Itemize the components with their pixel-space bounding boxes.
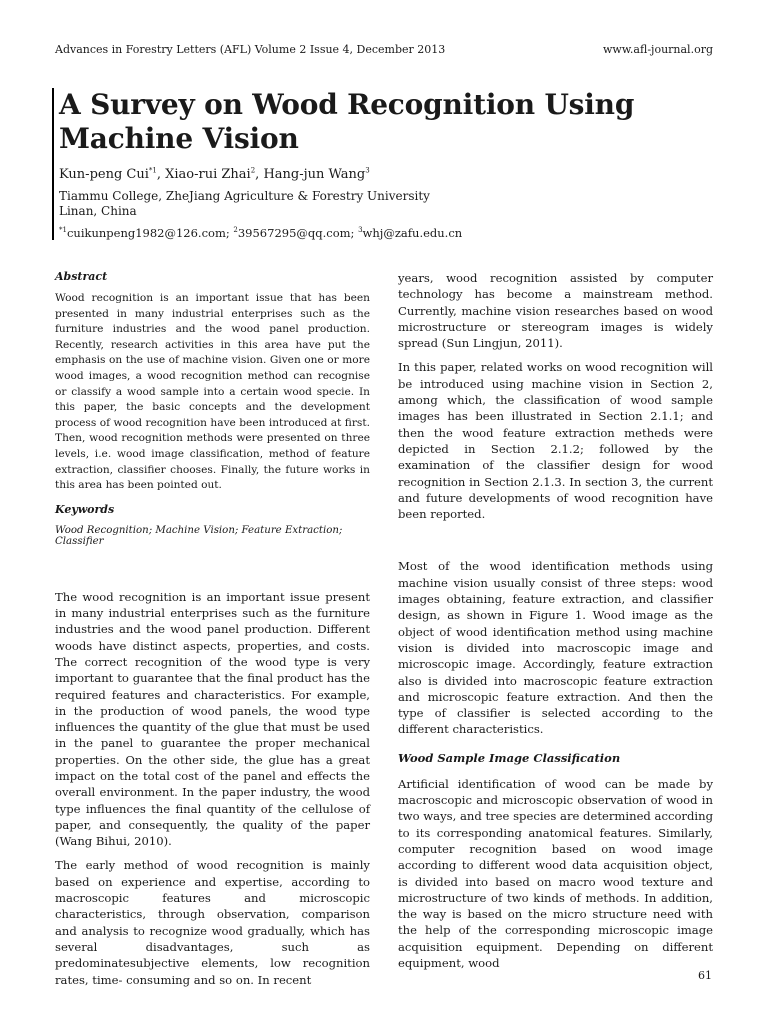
left-column [55, 270, 370, 988]
journal-website: www.afl-journal.org [602, 43, 713, 56]
email-address: cuikunpeng1982@126.com; [66, 226, 234, 240]
body-paragraph: The early method of wood recognition is mainly based on experience and expertise, according to macroscopic features and microscopic characteristics, through observation, comparison and analysis to recognize wood gradually, which has several disadvantages, such as predominatesubjective elements, low recognition rates, time- consuming and so on. In recent [55, 858, 370, 987]
body-paragraph: years, wood recognition assisted by computer technology has become a mainstream method. Currently, machine vision researches based on wood microstructure or stereogram images is widely spread (Sun Lingjun, 2011). [398, 271, 713, 351]
keywords-heading: Keywords [55, 502, 115, 516]
author-name: Kun-peng Cui [59, 167, 149, 182]
author-marker: 3 [365, 166, 370, 175]
author-name: Xiao-rui Zhai [165, 167, 251, 182]
body-paragraph: Artificial identification of wood can be made by macroscopic and microscopic observation of wood in two ways, and tree species are determined according to its corresponding anatomical features. Similarly, computer recognition based on wood image according to different wood data acquisition object, is divided into based on macro wood texture and microstructure of two kinds of methods. In addition, the way is based on the micro structure need with the help of the corresponding microscopic image acquisition equipment. Depending on different equipment, wood [398, 776, 713, 970]
paper-title: A Survey on Wood Recognition Using Machine Vision [59, 88, 635, 155]
body-paragraph: The wood recognition is an important issue present in many industrial enterprises such as the furniture industries and the wood panel production. Different woods have distinct aspects, properties, and costs. The correct recognition of the wood type is very important to guarantee that the final product has the required features and characteristics. For example, in the production of wood panels, the wood type influences the quantity of the glue that must be used in the panel to guarantee the proper mechanical properties. On the other side, the glue has a great impact on the total cost of the panel and effects the overall environment. In the paper industry, the wood type influences the final quantity of the cellulose of paper, and consequently, the quality of the paper (Wang Bihui, 2010). [55, 589, 370, 849]
email-address: whj@zafu.edu.cn [362, 226, 463, 240]
abstract-text: Wood recognition is an important issue that has been presented in many industrial enterprises such as the furniture industries and the wood panel production. Recently, research activities in this area have put the emphasis on the use of machine vision. Given one or more wood images, a wood recognition method can recognise or classify a wood sample into a certain wood specie. In this paper, the basic concepts and the development process of wood recognition have been introduced at first. Then, wood recognition methods were presented on three levels, i.e. wood image classification, method of feature extraction, classifier chooses. Finally, the future works in this area has been pointed out. [55, 292, 370, 492]
affiliation-location: Linan, China [59, 204, 137, 218]
author-marker: 2 [250, 166, 256, 175]
page-number: 61 [698, 969, 712, 982]
abstract-heading: Abstract [55, 270, 108, 283]
body-paragraph: In this paper, related works on wood recognition will be introduced using machine vision in Section 2, among which, the classification of wood sample images has been illustrated in Section 2.1.1; and then the wood feature extraction metheds were depicted in Section 2.1.2; followed by the examination of the classifier design for wood recognition in Section 2.1.3. In section 3, the current and future developments of wood recognition have been reported. [398, 360, 713, 522]
email-marker: 2 [233, 226, 238, 235]
author-emails [59, 226, 719, 240]
keywords-text: Wood Recognition; Machine Vision; Feature Extraction; Classifier [55, 524, 343, 547]
author-name: Hang-jun Wang [263, 167, 366, 182]
journal-citation: Advances in Forestry Letters (AFL) Volume 2 Issue 4, December 2013 [55, 43, 446, 56]
title-block [52, 88, 719, 240]
right-column [398, 270, 713, 971]
affiliation [59, 189, 719, 219]
email-marker: *1 [59, 226, 67, 235]
author-list: Kun-peng Cui$^{*1}$, Xiao-rui Zhai$^2$, Hang-jun Wang$^3$ [59, 166, 370, 182]
section-subheading: Wood Sample Image Classification [398, 750, 621, 765]
affiliation-institution: Tiammu College, ZheJiang Agriculture & Forestry University [59, 189, 430, 203]
email-marker: 3 [358, 226, 363, 235]
email-address: 39567295@qq.com; [237, 226, 359, 240]
body-paragraph: Most of the wood identification methods using machine vision usually consist of three steps: wood images obtaining, feature extraction, and classifier design, as shown in Figure 1. Wood image as the object of wood identification method using machine vision is divided into macroscopic image and microscopic image. Accordingly, feature extraction also is divided into macroscopic feature extraction and microscopic feature extraction. And then the type of classifier is selected according to the different characteristics. [398, 559, 713, 737]
running-header [55, 43, 713, 56]
author-marker: *1 [148, 166, 157, 175]
